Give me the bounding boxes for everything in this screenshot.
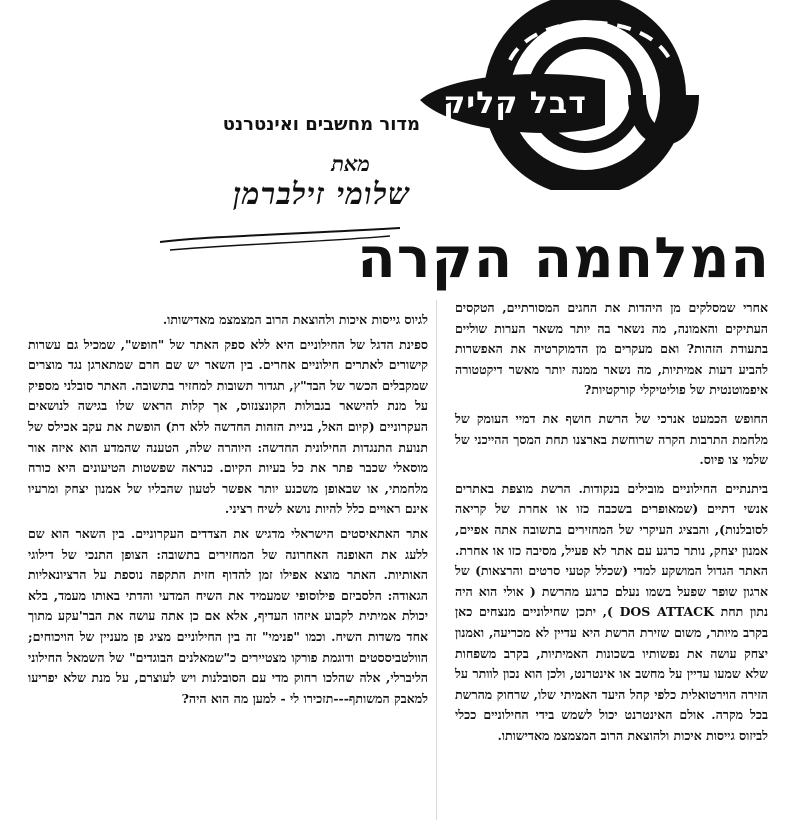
paragraph: ספינת הדגל של החילוניים היא ללא ספק האתר של "חופש", שמכיל גם עשרות קישורים לאתרים חילוניים אחרים. בין השאר יש שם חרם שמתארגן נגד מוצרים שמקבלים הכשר של הבד"ץ, תגדור תשובות למחזיר בתשובה. האתר סובלני מספיק על מנת להישאר בגבולות הקונצנזוס, אך קלות הראש שלו בגישה לנושאים העקרוניים (קיום האל, בניית הזהות החדשה ללא דת) הופשת את עקב אכילס של תנועת התנגדות החילונית החדשה: היוהרה שלה, הטענה שהמדע הוא איזה אור מוסאלי שכבר פתר את כל בעיות הקיום. כנראה שפשטות הטיעונים היא כורח מלחמתי, או שבאופן משכנע יותר אפשר לטעון שהבליו של אמנון יצחק ומרעיו אינם ראויים כלל להיות נושא לשיח רציני. (28, 336, 428, 517)
article-column-left (28, 310, 428, 709)
paragraph: ביתנתיים החילוניים מובילים בנקודות. הרשת מוצפת באתרים אנשי דתיים (שמאופרים בשכבה כזו או אחרת של קריאה לסובלנות), והבציג העיקרי של המחזירים בתשובה אתה אפיים, אמנון יצחק, נותר כרגע עם אתר לא פעיל, מסיבה כזו או אחרת. האתר הגדול המושקע למדי (שכלל קטעי סרטים והרצאות) של ארגון שופר שפעל בשמו נעלם כרגע מהרשת ( אולי הוא היה נתון תחת DOS ATTACK ), יתכן שחילוניים מנצחים כאן בקרב מיותר, משום שזירת הרשת היא עדיין לא מכריעה, ואמנון יצחק עושה את נפשותיו בשכונות האמיתיות, בקרב משפחות שלא שמעו עדיין על מחשב או אינטרנט, ולכן הוא נכון לוותר על הזירה הוירטואלית כלפי קהל היעד האמיתי שלו, שרחוק מהרשת בכל מקרה. אולם האינטרנט יכול לשמש בידי החילוניים ככלי לביזוס גייסות איכות ולהוצאת הרוב המצמצמ מאדישותו. (455, 480, 769, 743)
paragraph: לגיוס גייסות איכות ולהוצאת הרוב המצמצמ מאדישותו. (162, 312, 428, 327)
section-title: דבל קליק (443, 86, 587, 121)
section-subtitle: מדור מחשבים ואינטרנט (222, 114, 420, 135)
article-headline: המלחמה הקרה (357, 226, 770, 291)
column-divider (436, 300, 437, 820)
paragraph: אתר האתאיסטים הישראלי מדגיש את הצדדים העקרוניים. בין השאר הוא שם ללעג את האופנה האחרונה של המחזירים בתשובה: הצופן התנכי של דילוגי האותיות. האתר מוצא אפילו זמן להדוף חזית התקפה נוספת על הרציונאליות הגאודה: הלסביזם פילוסופי שמעמיד את השיח המדעי והדתי באותו מעמד, בלא יכולת אמיתית לקבוע איזהו העדיף, אלא אם כן אתה עושה את הבר'עקע מתוך אחד משדות השיח. וכמו "פנימי" זה בין החילוניים מציג פן מעניין של הויכוחים; הוולטביססטים ודוגמת פורקו מצטיירים כ"שמאלנים הבוגדים" של השמאל החילוני הליברלי, אלה שהלכו רחוק מדי עם הסובלנות ויש לעוצרם, על מנת שלא יפריעו למאבק המשותף---תזכירו לי - למען מה הוא היה? (28, 525, 428, 706)
byline-author: שלומי זילברמן (233, 177, 410, 212)
paragraph: אחרי שמסלקים מן היהדות את החגים המסורתיים, הטקסים העתיקים והאמונה, מה נשאר בה יותר משאר הערות שוליים בתעודת הזהות? ואם מעקרים מן הדמוקרטיה את האפשרות להביע דעות אמיתיות, מה נשאר ממנה יותר מאשר דיקטטורה איפמוטנטית של פוליטיקלי קורקטיות? (455, 300, 768, 398)
paragraph: החופש הכמעט אנרכי של הרשת חושף את דמיי העומק של מלחמת התרבות הקרה שרוחשת בארצנו תחת המסך ההייכני של שלמי צו פיוס. (455, 410, 768, 468)
byline-prefix: מאת (331, 151, 370, 176)
article-column-right (455, 298, 768, 746)
